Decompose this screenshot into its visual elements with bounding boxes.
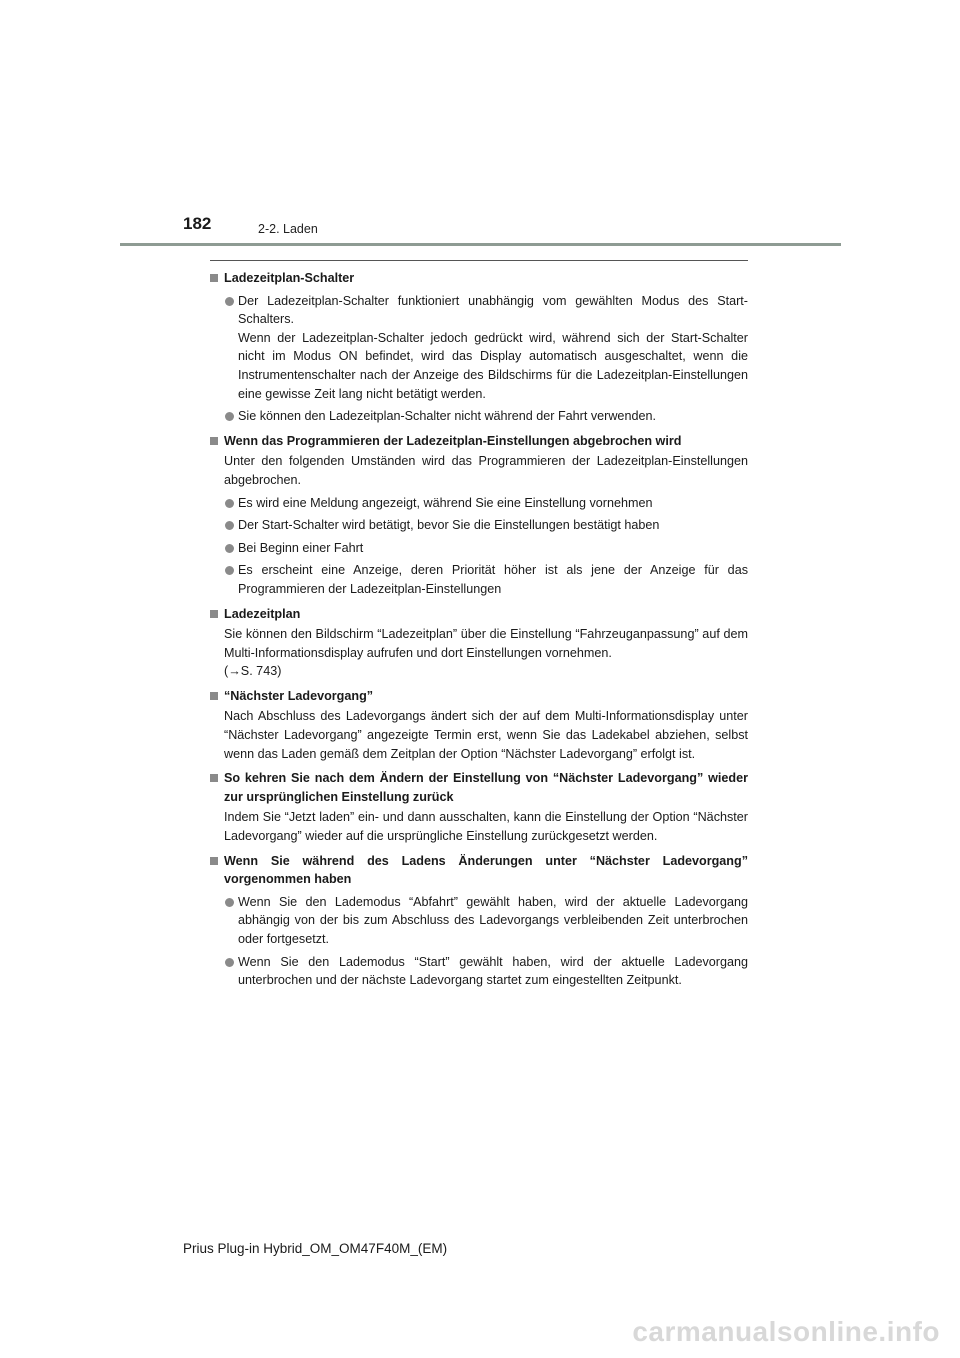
footer-model-code: Prius Plug-in Hybrid_OM_OM47F40M_(EM) <box>183 1241 448 1256</box>
bullet-text: Wenn Sie den Lademodus “Abfahrt” gewählt haben, wird der aktuelle Ladevorgang abhängig von der bis zum Abschluss des Ladevorgangs verbleibenden Zeit unterbrochen oder fortgesetzt. <box>238 894 748 946</box>
bullet-item <box>210 893 748 949</box>
section-heading <box>210 769 748 806</box>
bullet-text: Bei Beginn einer Fahrt <box>238 540 364 555</box>
bullet-text: Es erscheint eine Anzeige, deren Priorität höher ist als jene der Anzeige für das Programmieren der Ladezeitplan-Einstellungen <box>238 563 748 596</box>
bullet-item <box>210 561 748 598</box>
bullet-text: Der Start-Schalter wird betätigt, bevor Sie die Einstellungen bestätigt haben <box>238 518 660 533</box>
section-heading <box>210 852 748 889</box>
circle-bullet-icon <box>225 544 234 553</box>
square-bullet-icon <box>210 437 218 445</box>
square-bullet-icon <box>210 274 218 282</box>
section-heading <box>210 432 748 451</box>
square-bullet-icon <box>210 610 218 618</box>
section-heading-text: Wenn das Programmieren der Ladezeitplan-Einstellungen abgebrochen wird <box>224 433 682 448</box>
square-bullet-icon <box>210 774 218 782</box>
header-divider <box>120 243 841 246</box>
watermark: carmanualsonline.info <box>632 1316 940 1347</box>
bullet-item <box>210 292 748 404</box>
section-paragraph: Unter den folgenden Umständen wird das Programmieren der Ladezeitplan-Einstellungen abgebrochen. <box>224 454 748 487</box>
chapter-title: 2-2. Laden <box>258 222 318 236</box>
bullet-text: Es wird eine Meldung angezeigt, während Sie eine Einstellung vornehmen <box>238 495 653 510</box>
section-paragraph: Sie können den Bildschirm “Ladezeitplan” über die Einstellung “Fahrzeuganpassung” auf dem Multi-Informationsdisplay aufrufen und dort Einstellungen vornehmen. (→S. 743) <box>224 627 748 679</box>
bullet-item <box>210 539 748 558</box>
circle-bullet-icon <box>225 521 234 530</box>
section-paragraph: Nach Abschluss des Ladevorgangs ändert sich der auf dem Multi-Informationsdisplay unter “Nächster Ladevorgang” angezeigte Termin erst, wenn Sie das Ladekabel abziehen, selbst wenn das Laden gemäß dem Zeitplan der Option “Nächster Ladevorgang” erfolgt ist. <box>224 709 748 761</box>
bullet-text: Wenn Sie den Lademodus “Start” gewählt haben, wird der aktuelle Ladevorgang unterbrochen und der nächste Ladevorgang startet zum eingestellten Zeitpunkt. <box>238 954 748 988</box>
section-heading-text: Ladezeitplan-Schalter <box>224 271 355 285</box>
circle-bullet-icon <box>225 412 234 421</box>
section-heading-text: Wenn Sie während des Ladens Änderungen unter “Nächster Ladevorgang” vorgenommen haben <box>224 853 748 887</box>
circle-bullet-icon <box>225 898 234 907</box>
circle-bullet-icon <box>225 958 234 967</box>
circle-bullet-icon <box>225 566 234 575</box>
section-heading <box>210 269 748 288</box>
bullet-item <box>210 407 748 426</box>
circle-bullet-icon <box>225 297 234 306</box>
section-paragraph: Indem Sie “Jetzt laden” ein- und dann ausschalten, kann die Einstellung der Option “Nächster Ladevorgang” wieder auf die ursprüngliche Einstellung zurückgesetzt werden. <box>224 810 748 844</box>
bullet-text: Sie können den Ladezeitplan-Schalter nicht während der Fahrt verwenden. <box>238 409 656 424</box>
section-heading-text: So kehren Sie nach dem Ändern der Einstellung von “Nächster Ladevorgang” wieder zur ursprünglichen Einstellung zurück <box>224 771 748 804</box>
circle-bullet-icon <box>225 499 234 508</box>
square-bullet-icon <box>210 857 218 865</box>
section-heading-text: Ladezeitplan <box>224 606 301 621</box>
square-bullet-icon <box>210 692 218 700</box>
page-number: 182 <box>183 214 212 233</box>
bullet-item <box>210 953 748 990</box>
section-heading-text: “Nächster Ladevorgang” <box>224 688 374 703</box>
page-content <box>210 269 748 990</box>
section-heading <box>210 605 748 624</box>
bullet-item <box>210 516 748 535</box>
section-heading <box>210 687 748 706</box>
section-divider <box>210 260 748 261</box>
bullet-item <box>210 494 748 513</box>
bullet-text: Der Ladezeitplan-Schalter funktioniert unabhängig vom gewählten Modus des Start-Schalters. Wenn der Ladezeitplan-Schalter jedoch gedrückt wird, während sich der Start-Schalter nicht im Modus ON befindet, wird das Display automatisch ausgeschaltet, wenn die Instrumentenschalter nach der Anzeige des Bildschirms für die Ladezeitplan-Einstellungen eine gewisse Zeit lang nicht betätigt werden. <box>238 293 748 401</box>
